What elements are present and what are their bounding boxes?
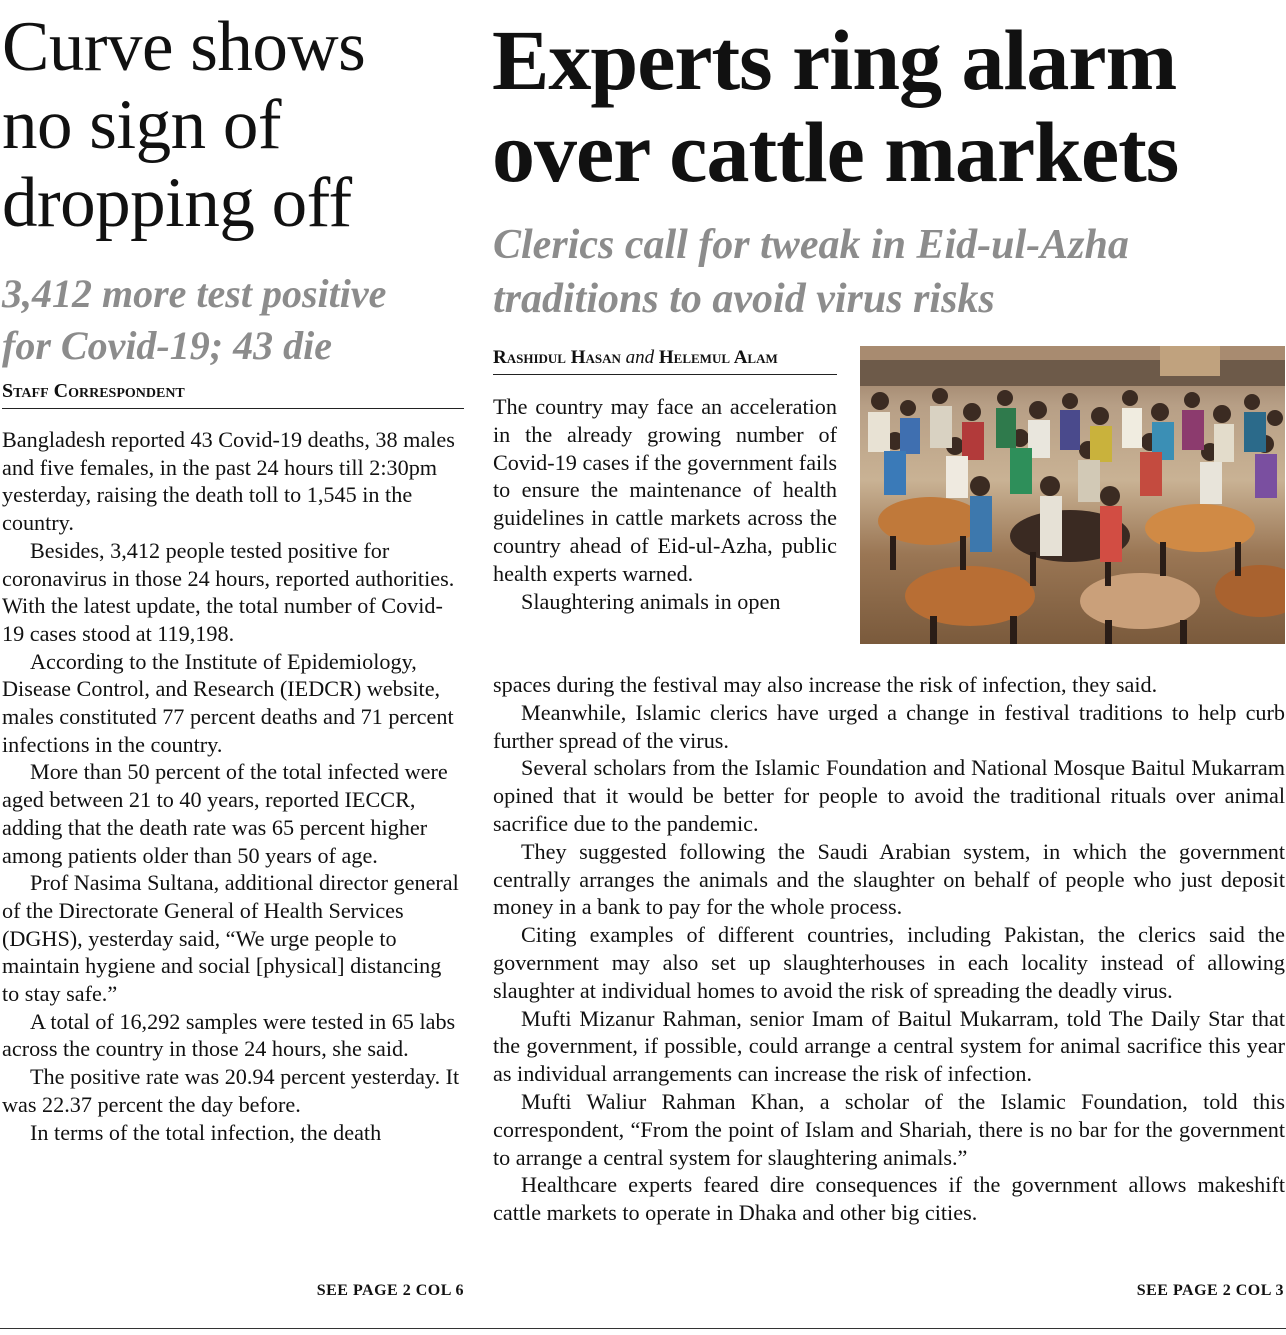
byline-author: Rashidul Hasan xyxy=(493,347,621,368)
left-byline: Staff Correspondent xyxy=(2,378,464,409)
article-paragraph: The positive rate was 20.94 percent yesterday. It was 22.37 percent the day before. xyxy=(2,1064,460,1117)
article-paragraph: Several scholars from the Islamic Foundation and National Mosque Baitul Mukarram opined that it would be better for people to avoid the traditional rituals over animal sacrifice due to the pandemic. xyxy=(493,755,1285,836)
right-byline xyxy=(493,345,837,375)
article-paragraph: The country may face an acceleration in the already growing number of Covid-19 cases if the government fails to ensure the maintenance of health guidelines in cattle markets across the country ahead of Eid-ul-Azha, public health experts warned. xyxy=(493,394,837,586)
article-paragraph: Meanwhile, Islamic clerics have urged a change in festival traditions to help curb further spread of the virus. xyxy=(493,699,1285,753)
cattle-market-photo xyxy=(860,346,1285,644)
right-article-body-top xyxy=(493,393,837,615)
article-paragraph: Besides, 3,412 people tested positive for coronavirus in those 24 hours, reported authorities. With the latest update, the total number of Covid-19 cases stood at 119,198. xyxy=(2,537,455,646)
right-article-body-bottom xyxy=(493,671,1285,1227)
right-subhead-line: traditions to avoid virus risks xyxy=(493,276,995,322)
article-paragraph: Prof Nasima Sultana, additional director general of the Directorate General of Health Services (DGHS), yesterday said, “We urge people to maintain hygiene and social [physical] distancing to stay safe.” xyxy=(2,870,459,1007)
left-subhead-line: for Covid-19; 43 die xyxy=(2,323,332,368)
right-headline xyxy=(492,14,1284,198)
left-subheadline xyxy=(2,268,462,372)
article-paragraph: According to the Institute of Epidemiology, Disease Control, and Research (IEDCR) website, males constituted 77 percent deaths and 71 percent infections in the country. xyxy=(2,648,454,757)
article-paragraph: Citing examples of different countries, including Pakistan, the clerics said the government may also set up slaughterhouses in each locality instead of allowing slaughter at individual homes to avoid the risk of spreading the deadly virus. xyxy=(493,922,1285,1003)
article-paragraph: A total of 16,292 samples were tested in 65 labs across the country in those 24 hours, she said. xyxy=(2,1008,456,1062)
left-headline xyxy=(2,8,462,242)
article-paragraph: spaces during the festival may also increase the risk of infection, they said. xyxy=(493,672,1158,697)
article-paragraph: In terms of the total infection, the death xyxy=(30,1119,382,1145)
left-headline-line: Curve shows xyxy=(2,8,366,86)
left-headline-line: dropping off xyxy=(2,164,352,242)
article-paragraph: Healthcare experts feared dire consequences if the government allows makeshift cattle markets to operate in Dhaka and other big cities. xyxy=(493,1172,1285,1226)
left-headline-line: no sign of xyxy=(2,86,281,164)
left-subhead-line: 3,412 more test positive xyxy=(2,271,387,316)
right-subhead-line: Clerics call for tweak in Eid-ul-Azha xyxy=(493,222,1129,268)
article-paragraph: Bangladesh reported 43 Covid-19 deaths, 38 males and five females, in the past 24 hours till 2:30pm yesterday, raising the death toll to 1,545 in the country. xyxy=(2,427,455,536)
byline-conjunction: and xyxy=(625,347,655,368)
left-jump-reference: SEE PAGE 2 COL 6 xyxy=(316,1282,464,1299)
right-headline-line: over cattle markets xyxy=(492,104,1179,200)
byline-author: Helemul Alam xyxy=(658,347,778,368)
bottom-divider xyxy=(0,1328,1286,1329)
crowd-cattle-image xyxy=(860,346,1285,644)
right-headline-line: Experts ring alarm xyxy=(492,12,1177,108)
right-jump-reference: SEE PAGE 2 COL 3 xyxy=(1136,1282,1284,1299)
article-paragraph: They suggested following the Saudi Arabian system, in which the government centrally arranges the animals and the slaughter on behalf of people who just deposit money in a bank to pay for the whole process. xyxy=(493,838,1285,920)
article-paragraph: Mufti Mizanur Rahman, senior Imam of Baitul Mukarram, told The Daily Star that the government, if possible, could arrange a central system for animal sacrifice this year as individual arrangements can increase the risk of infection. xyxy=(493,1005,1285,1087)
article-paragraph: Slaughtering animals in open xyxy=(521,588,781,614)
left-article-body xyxy=(2,426,462,1146)
article-paragraph: Mufti Waliur Rahman Khan, a scholar of the Islamic Foundation, told this correspondent, “From the point of Islam and Shariah, there is no bar for the government to arrange a central system for slaughtering animals.” xyxy=(493,1088,1285,1170)
article-paragraph: More than 50 percent of the total infected were aged between 21 to 40 years, reported IECCR, adding that the death rate was 65 percent higher among patients older than 50 years of age. xyxy=(2,759,448,868)
right-subheadline xyxy=(493,218,1283,326)
